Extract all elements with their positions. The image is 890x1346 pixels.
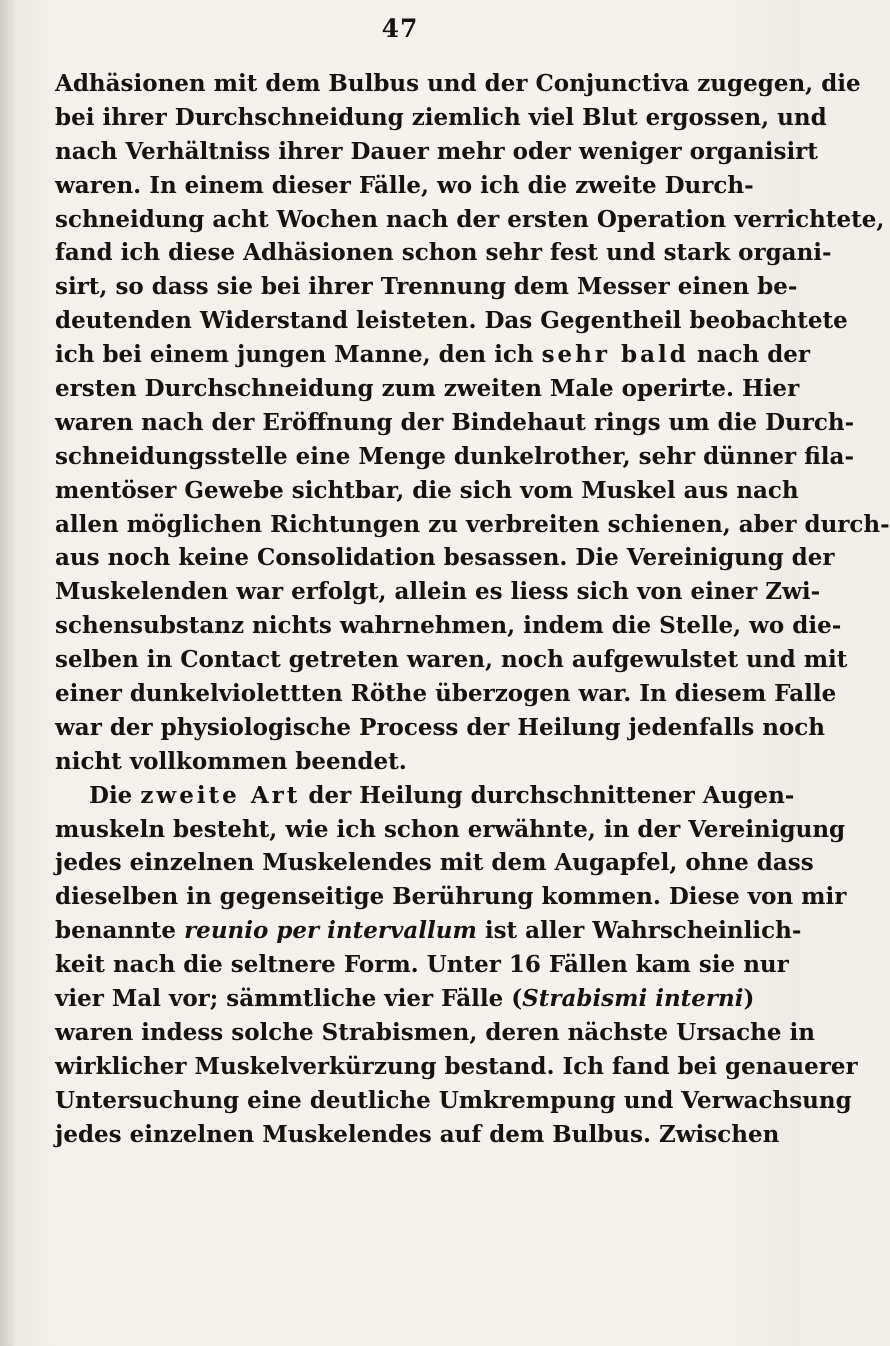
- text-line: ersten Durchschneidung zum zweiten Male operirte. Hier: [55, 375, 800, 403]
- text-line: Untersuchung eine deutliche Umkrempung und Verwachsung: [55, 1086, 852, 1114]
- text-line: sirt, so dass sie bei ihrer Trennung dem Messer einen be-: [55, 273, 798, 301]
- text-line: schneidung acht Wochen nach der ersten Operation verrichtete,: [55, 205, 885, 233]
- text-line: mentöser Gewebe sichtbar, die sich vom Muskel aus nach: [55, 476, 799, 504]
- body-text: [55, 67, 890, 1152]
- page-number: 47: [381, 14, 419, 43]
- text-line: aus noch keine Consolidation besassen. Die Vereinigung der: [55, 544, 835, 572]
- emphasis-italic: reunio per intervallum: [184, 917, 477, 945]
- text-line: Die zweite Art der Heilung durchschnittener Augen-: [89, 781, 795, 809]
- text-line: jedes einzelnen Muskelendes mit dem Augapfel, ohne dass: [55, 849, 814, 877]
- text-line: war der physiologische Process der Heilung jedenfalls noch: [55, 713, 825, 741]
- text-line: wirklicher Muskelverkürzung bestand. Ich fand bei genauerer: [55, 1052, 858, 1080]
- text-line: nach Verhältniss ihrer Dauer mehr oder weniger organisirt: [55, 137, 818, 165]
- text-line: deutenden Widerstand leisteten. Das Gegentheil beobachtete: [55, 307, 848, 335]
- text-line: nicht vollkommen beendet.: [55, 747, 407, 775]
- text-line: jedes einzelnen Muskelendes auf dem Bulbus. Zwischen: [55, 1120, 780, 1148]
- text-line: selben in Contact getreten waren, noch aufgewulstet und mit: [55, 646, 848, 674]
- text-line: allen möglichen Richtungen zu verbreiten schienen, aber durch-: [55, 510, 890, 538]
- text-line: muskeln besteht, wie ich schon erwähnte, in der Vereinigung: [55, 815, 846, 843]
- emphasis-spaced: zweite Art: [140, 781, 301, 809]
- text-line: waren nach der Eröffnung der Bindehaut rings um die Durch-: [55, 408, 855, 436]
- text-line: schneidungsstelle eine Menge dunkelrother, sehr dünner fila-: [55, 442, 854, 470]
- text-line: waren. In einem dieser Fälle, wo ich die zweite Durch-: [55, 171, 754, 199]
- text-line: waren indess solche Strabismen, deren nächste Ursache in: [55, 1018, 815, 1046]
- text-line: schensubstanz nichts wahrnehmen, indem die Stelle, wo die-: [55, 612, 842, 640]
- text-line: einer dunkelviolettten Röthe überzogen war. In diesem Falle: [55, 680, 837, 708]
- text-line: bei ihrer Durchschneidung ziemlich viel Blut ergossen, und: [55, 103, 827, 131]
- page-gutter-shadow: [0, 0, 14, 1346]
- text-line: keit nach die seltnere Form. Unter 16 Fällen kam sie nur: [55, 951, 789, 979]
- emphasis-italic: Strabismi interni: [522, 985, 744, 1013]
- text-line: benannte reunio per intervallum ist aller Wahrscheinlich-: [55, 917, 802, 945]
- text-line: Adhäsionen mit dem Bulbus und der Conjunctiva zugegen, die: [55, 70, 861, 97]
- text-line: ich bei einem jungen Manne, den ich sehr bald nach der: [55, 341, 811, 369]
- text-line: fand ich diese Adhäsionen schon sehr fest und stark organi-: [55, 239, 832, 267]
- text-line: dieselben in gegenseitige Berührung kommen. Diese von mir: [55, 883, 847, 911]
- text-line: vier Mal vor; sämmtliche vier Fälle (Strabismi interni): [55, 985, 755, 1013]
- emphasis-spaced: sehr bald: [541, 341, 689, 369]
- text-line: Muskelenden war erfolgt, allein es liess sich von einer Zwi-: [55, 578, 821, 606]
